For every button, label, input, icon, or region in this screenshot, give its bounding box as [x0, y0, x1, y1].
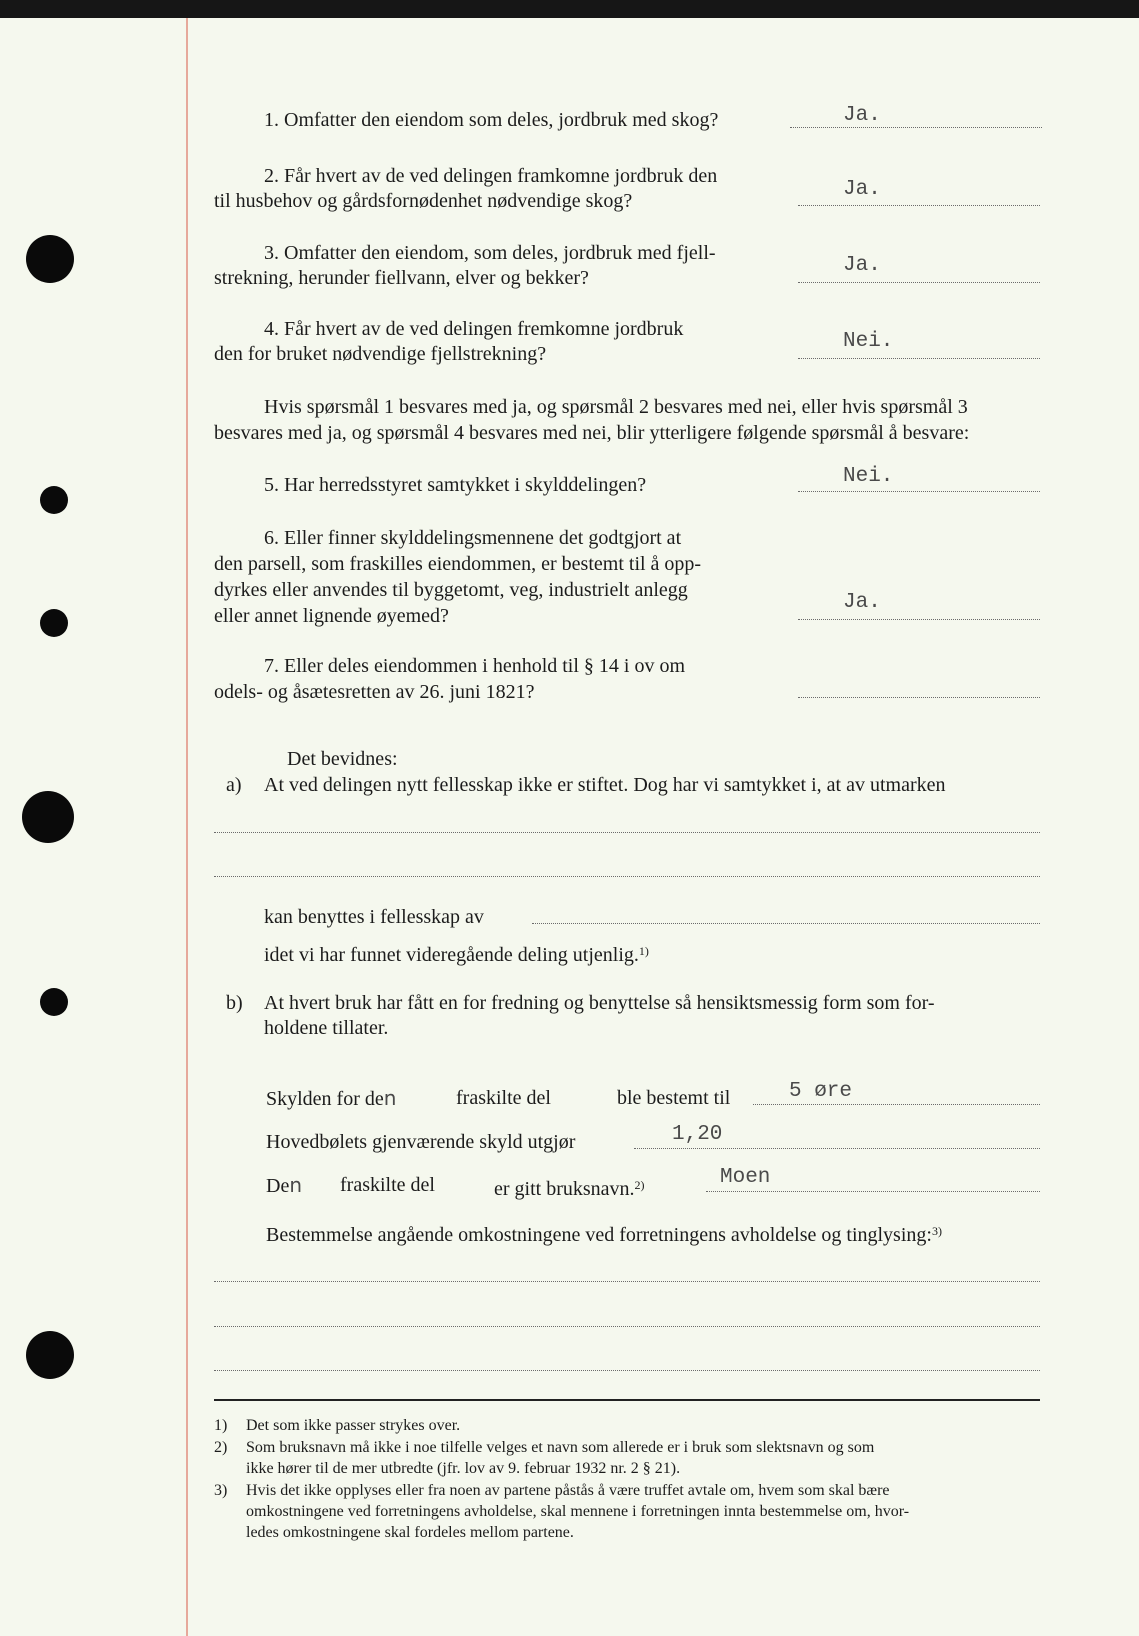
blank-line — [214, 832, 1040, 833]
answer-1: Ja. — [843, 104, 881, 127]
answer-line-1 — [790, 127, 1042, 128]
certify-b-label: b) — [226, 992, 243, 1014]
footnote-separator — [214, 1399, 1040, 1401]
answer-line-hovedbol — [634, 1148, 1040, 1149]
footnote-3-mark: 3) — [214, 1482, 228, 1499]
skyld-line-3-label: Den — [266, 1173, 303, 1197]
question-2-line-2: til husbehov og gårdsfornødenhet nødvendige skog? — [214, 190, 633, 212]
intro-line-1: Hvis spørsmål 1 besvares med ja, og spørsmål 2 besvares med nei, eller hvis spørsmål 3 — [264, 396, 968, 418]
margin-line — [186, 18, 188, 1636]
answer-3: Ja. — [843, 254, 881, 277]
certify-a-line-4: idet vi har funnet videregående deling utjenlig.$^{1)}$ — [264, 944, 649, 966]
answer-2: Ja. — [843, 178, 881, 201]
answer-5: Nei. — [843, 465, 894, 488]
punch-hole — [26, 235, 74, 283]
certify-heading: Det bevidnes: — [287, 748, 398, 770]
answer-line-skyld — [753, 1104, 1040, 1105]
certify-b-line-2: holdene tillater. — [264, 1017, 389, 1039]
punch-hole — [40, 486, 68, 514]
blank-line — [214, 1326, 1040, 1327]
blank-line — [214, 876, 1040, 877]
question-3-line-1: 3. Omfatter den eiendom, som deles, jordbruk med fjell- — [264, 242, 716, 264]
punch-hole — [26, 1331, 74, 1379]
answer-skyld: 5 øre — [789, 1080, 853, 1103]
skyld-line-3-part: fraskilte del — [340, 1174, 435, 1196]
answer-line-7 — [798, 697, 1040, 698]
punch-hole — [22, 791, 74, 843]
certify-b-line-1: At hvert bruk har fått en for fredning og benyttelse så hensiktsmessig form som for- — [264, 992, 935, 1014]
question-6-line-2: den parsell, som fraskilles eiendommen, er bestemt til å opp- — [214, 553, 702, 575]
answer-line-2 — [798, 205, 1040, 206]
footnote-2-line-2: ikke hører til de mer utbredte (jfr. lov av 9. februar 1932 nr. 2 § 21). — [246, 1460, 681, 1477]
footnote-3-line-1: Hvis det ikke opplyses eller fra noen av partene påstås å være truffet avtale om, hvem som skal bære — [246, 1482, 890, 1499]
skyld-line-1-part: fraskilte del — [456, 1087, 551, 1109]
skyld-line-2: Hovedbølets gjenværende skyld utgjør — [266, 1131, 576, 1153]
punch-hole — [40, 609, 68, 637]
answer-line-6 — [798, 619, 1040, 620]
question-6-line-4: eller annet lignende øyemed? — [214, 605, 449, 627]
blank-line — [532, 923, 1040, 924]
certify-a-line-3: kan benyttes i fellesskap av — [264, 906, 484, 928]
answer-hovedbol: 1,20 — [672, 1123, 723, 1146]
footnote-2-mark: 2) — [214, 1439, 228, 1456]
answer-line-bruksnavn — [706, 1191, 1040, 1192]
blank-line — [214, 1281, 1040, 1282]
certify-a-text: At ved delingen nytt fellesskap ikke er stiftet. Dog har vi samtykket i, at av utmarken — [264, 774, 946, 796]
question-4-line-1: 4. Får hvert av de ved delingen fremkomne jordbruk — [264, 318, 684, 340]
question-3-line-2: strekning, herunder fiellvann, elver og bekker? — [214, 267, 589, 289]
skyld-line-3-rest: er gitt bruksnavn.$^{2)}$ — [494, 1178, 645, 1200]
footnote-3-line-3: ledes omkostningene skal fordeles mellom partene. — [246, 1524, 574, 1541]
question-2-line-1: 2. Får hvert av de ved delingen framkomne jordbruk den — [264, 165, 718, 187]
blank-line — [214, 1370, 1040, 1371]
footnote-1-mark: 1) — [214, 1417, 228, 1434]
answer-4: Nei. — [843, 330, 894, 353]
intro-line-2: besvares med ja, og spørsmål 4 besvares med nei, blir ytterligere følgende spørsmål å besvare: — [214, 422, 970, 444]
answer-line-3 — [798, 282, 1040, 283]
question-1: 1. Omfatter den eiendom som deles, jordbruk med skog? — [264, 109, 719, 131]
answer-6: Ja. — [843, 591, 881, 614]
question-4-line-2: den for bruket nødvendige fjellstrekning? — [214, 343, 547, 365]
answer-bruksnavn: Moen — [720, 1166, 771, 1189]
question-7-line-2: odels- og åsætesretten av 26. juni 1821? — [214, 681, 535, 703]
footnote-1: Det som ikke passer strykes over. — [246, 1417, 461, 1434]
footnote-3-line-2: omkostningene ved forretningens avholdelse, skal mennene i forretningen innta bestemmelse om, hvor- — [246, 1503, 910, 1520]
punch-hole — [40, 988, 68, 1016]
scan-top-edge — [0, 0, 1139, 18]
question-7-line-1: 7. Eller deles eiendommen i henhold til § 14 i ov om — [264, 655, 686, 677]
question-6-line-3: dyrkes eller anvendes til byggetomt, veg, industrielt anlegg — [214, 579, 688, 601]
question-5: 5. Har herredsstyret samtykket i skylddelingen? — [264, 474, 647, 496]
question-6-line-1: 6. Eller finner skylddelingsmennene det godtgjort at — [264, 527, 682, 549]
certify-a-label: a) — [226, 774, 242, 796]
skyld-line-4: Bestemmelse angående omkostningene ved forretningens avholdelse og tinglysing:$^{3)}$ — [266, 1224, 942, 1246]
skyld-line-1-label: Skylden for den — [266, 1086, 397, 1110]
answer-line-5 — [798, 491, 1040, 492]
skyld-line-1-rest: ble bestemt til — [617, 1087, 731, 1109]
footnote-2-line-1: Som bruksnavn må ikke i noe tilfelle velges et navn som allerede er i bruk som slektsnavn og som — [246, 1439, 875, 1456]
answer-line-4 — [798, 358, 1040, 359]
